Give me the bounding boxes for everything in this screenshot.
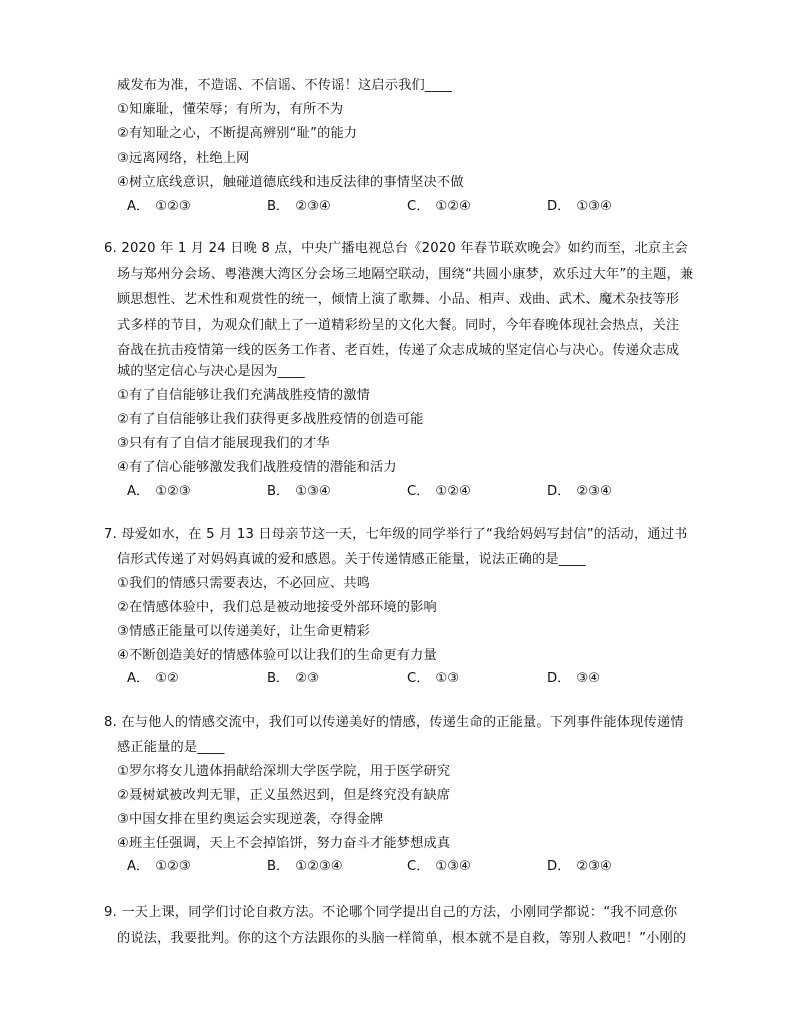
q8-choice-b: B． ①②③④: [267, 859, 343, 874]
q7-line-1: 7. 母爱如水，在 5 月 13 日母亲节这一天，七年级的同学举行了“我给妈妈写封信”的活动，通过书: [104, 527, 688, 542]
q8-option-4: ④班主任强调，天上不会掉馅饼，努力奋斗才能梦想成真: [117, 836, 451, 851]
q6-option-2: ②有了自信能够让我们获得更多战胜疫情的创造可能: [117, 412, 424, 427]
q7-line-2: 信形式传递了对妈妈真诚的爱和感恩。关于传递情感正能量，说法正确的是____: [117, 552, 586, 567]
q6-line-3: 顾思想性、艺术性和观赏性的统一，倾情上演了歌舞、小品、相声、戏曲、武术、魔术杂技等形: [117, 292, 680, 307]
q8-option-1: ①罗尔将女儿遗体捐献给深圳大学医学院，用于医学研究: [117, 764, 451, 779]
q6-line-4: 式多样的节目，为观众们献上了一道精彩纷呈的文化大餐。同时，今年春晚体现社会热点，关注: [117, 318, 680, 333]
q5-option-2: ②有知耻之心，不断提高辨别“耻”的能力: [117, 126, 358, 141]
q9-line-1: 9. 一天上课，同学们讨论自救方法。不论哪个同学提出自己的方法，小刚同学都说：“我不同意你: [104, 905, 678, 920]
q5-choice-d: D． ①③④: [547, 199, 612, 214]
q6-choice-c: C． ①②④: [407, 484, 471, 499]
q5-option-3: ③远离网络，杜绝上网: [117, 151, 250, 166]
q6-choice-a: A． ①②③: [127, 484, 191, 499]
q5-choice-a: A． ①②③: [127, 199, 191, 214]
q5-choice-b: B． ②③④: [267, 199, 331, 214]
q7-choice-b: B． ②③: [267, 671, 319, 686]
q5-choice-c: C． ①②④: [407, 199, 471, 214]
q6-option-1: ①有了自信能够让我们充满战胜疫情的激情: [117, 388, 370, 403]
q8-choice-a: A． ①②③: [127, 859, 191, 874]
q7-option-4: ④不断创造美好的情感体验可以让我们的生命更有力量: [117, 648, 437, 663]
q7-choice-c: C． ①③: [407, 671, 460, 686]
q5-option-4: ④树立底线意识，触碰道德底线和违反法律的事情坚决不做: [117, 175, 464, 190]
q8-choice-d: D． ②③④: [547, 859, 612, 874]
q7-option-2: ②在情感体验中，我们总是被动地接受外部环境的影响: [117, 600, 437, 615]
q6-line-6: 城的坚定信心与决心是因为____: [117, 364, 305, 379]
q8-option-2: ②聂树斌被改判无罪，正义虽然迟到，但是终究没有缺席: [117, 788, 451, 803]
q9-line-2: 的说法，我要批判。你的这个方法跟你的头脑一样简单，根本就不是自救，等别人救吧！”小刚的: [117, 931, 687, 946]
q6-line-1: 6. 2020 年 1 月 24 日晚 8 点，中央广播电视总台《2020 年春节联欢晚会》如约而至，北京主会: [104, 241, 688, 256]
q8-line-2: 感正能量的是____: [117, 740, 225, 755]
q6-option-4: ④有了信心能够激发我们战胜疫情的潜能和活力: [117, 460, 397, 475]
q6-choice-d: D． ②③④: [547, 484, 612, 499]
q7-choice-a: A． ①②: [127, 671, 179, 686]
q8-choice-c: C． ①③④: [407, 859, 471, 874]
q8-line-1: 8. 在与他人的情感交流中，我们可以传递美好的情感，传递生命的正能量。下列事件能体现传递情: [104, 715, 684, 730]
q6-choice-b: B． ①③④: [267, 484, 331, 499]
q8-option-3: ③中国女排在里约奥运会实现逆袭，夺得金牌: [117, 812, 384, 827]
q7-choice-d: D． ③④: [547, 671, 600, 686]
q7-option-1: ①我们的情感只需要表达，不必回应、共鸣: [117, 576, 370, 591]
q6-line-5: 奋战在抗击疫情第一线的医务工作者、老百姓，传递了众志成城的坚定信心与决心。传递众志成: [117, 343, 680, 358]
q5-option-1: ①知廉耻，懂荣辱；有所为，有所不为: [117, 102, 344, 117]
q6-line-2: 场与郑州分会场、粤港澳大湾区分会场三地隔空联动，围绕“共圆小康梦，欢乐过大年”的主题，兼: [117, 267, 694, 282]
q6-option-3: ③只有有了自信才能展现我们的才华: [117, 436, 330, 451]
q7-option-3: ③情感正能量可以传递美好，让生命更精彩: [117, 624, 370, 639]
q5-stem-tail: 威发布为准，不造谣、不信谣、不传谣！这启示我们____: [117, 78, 453, 93]
